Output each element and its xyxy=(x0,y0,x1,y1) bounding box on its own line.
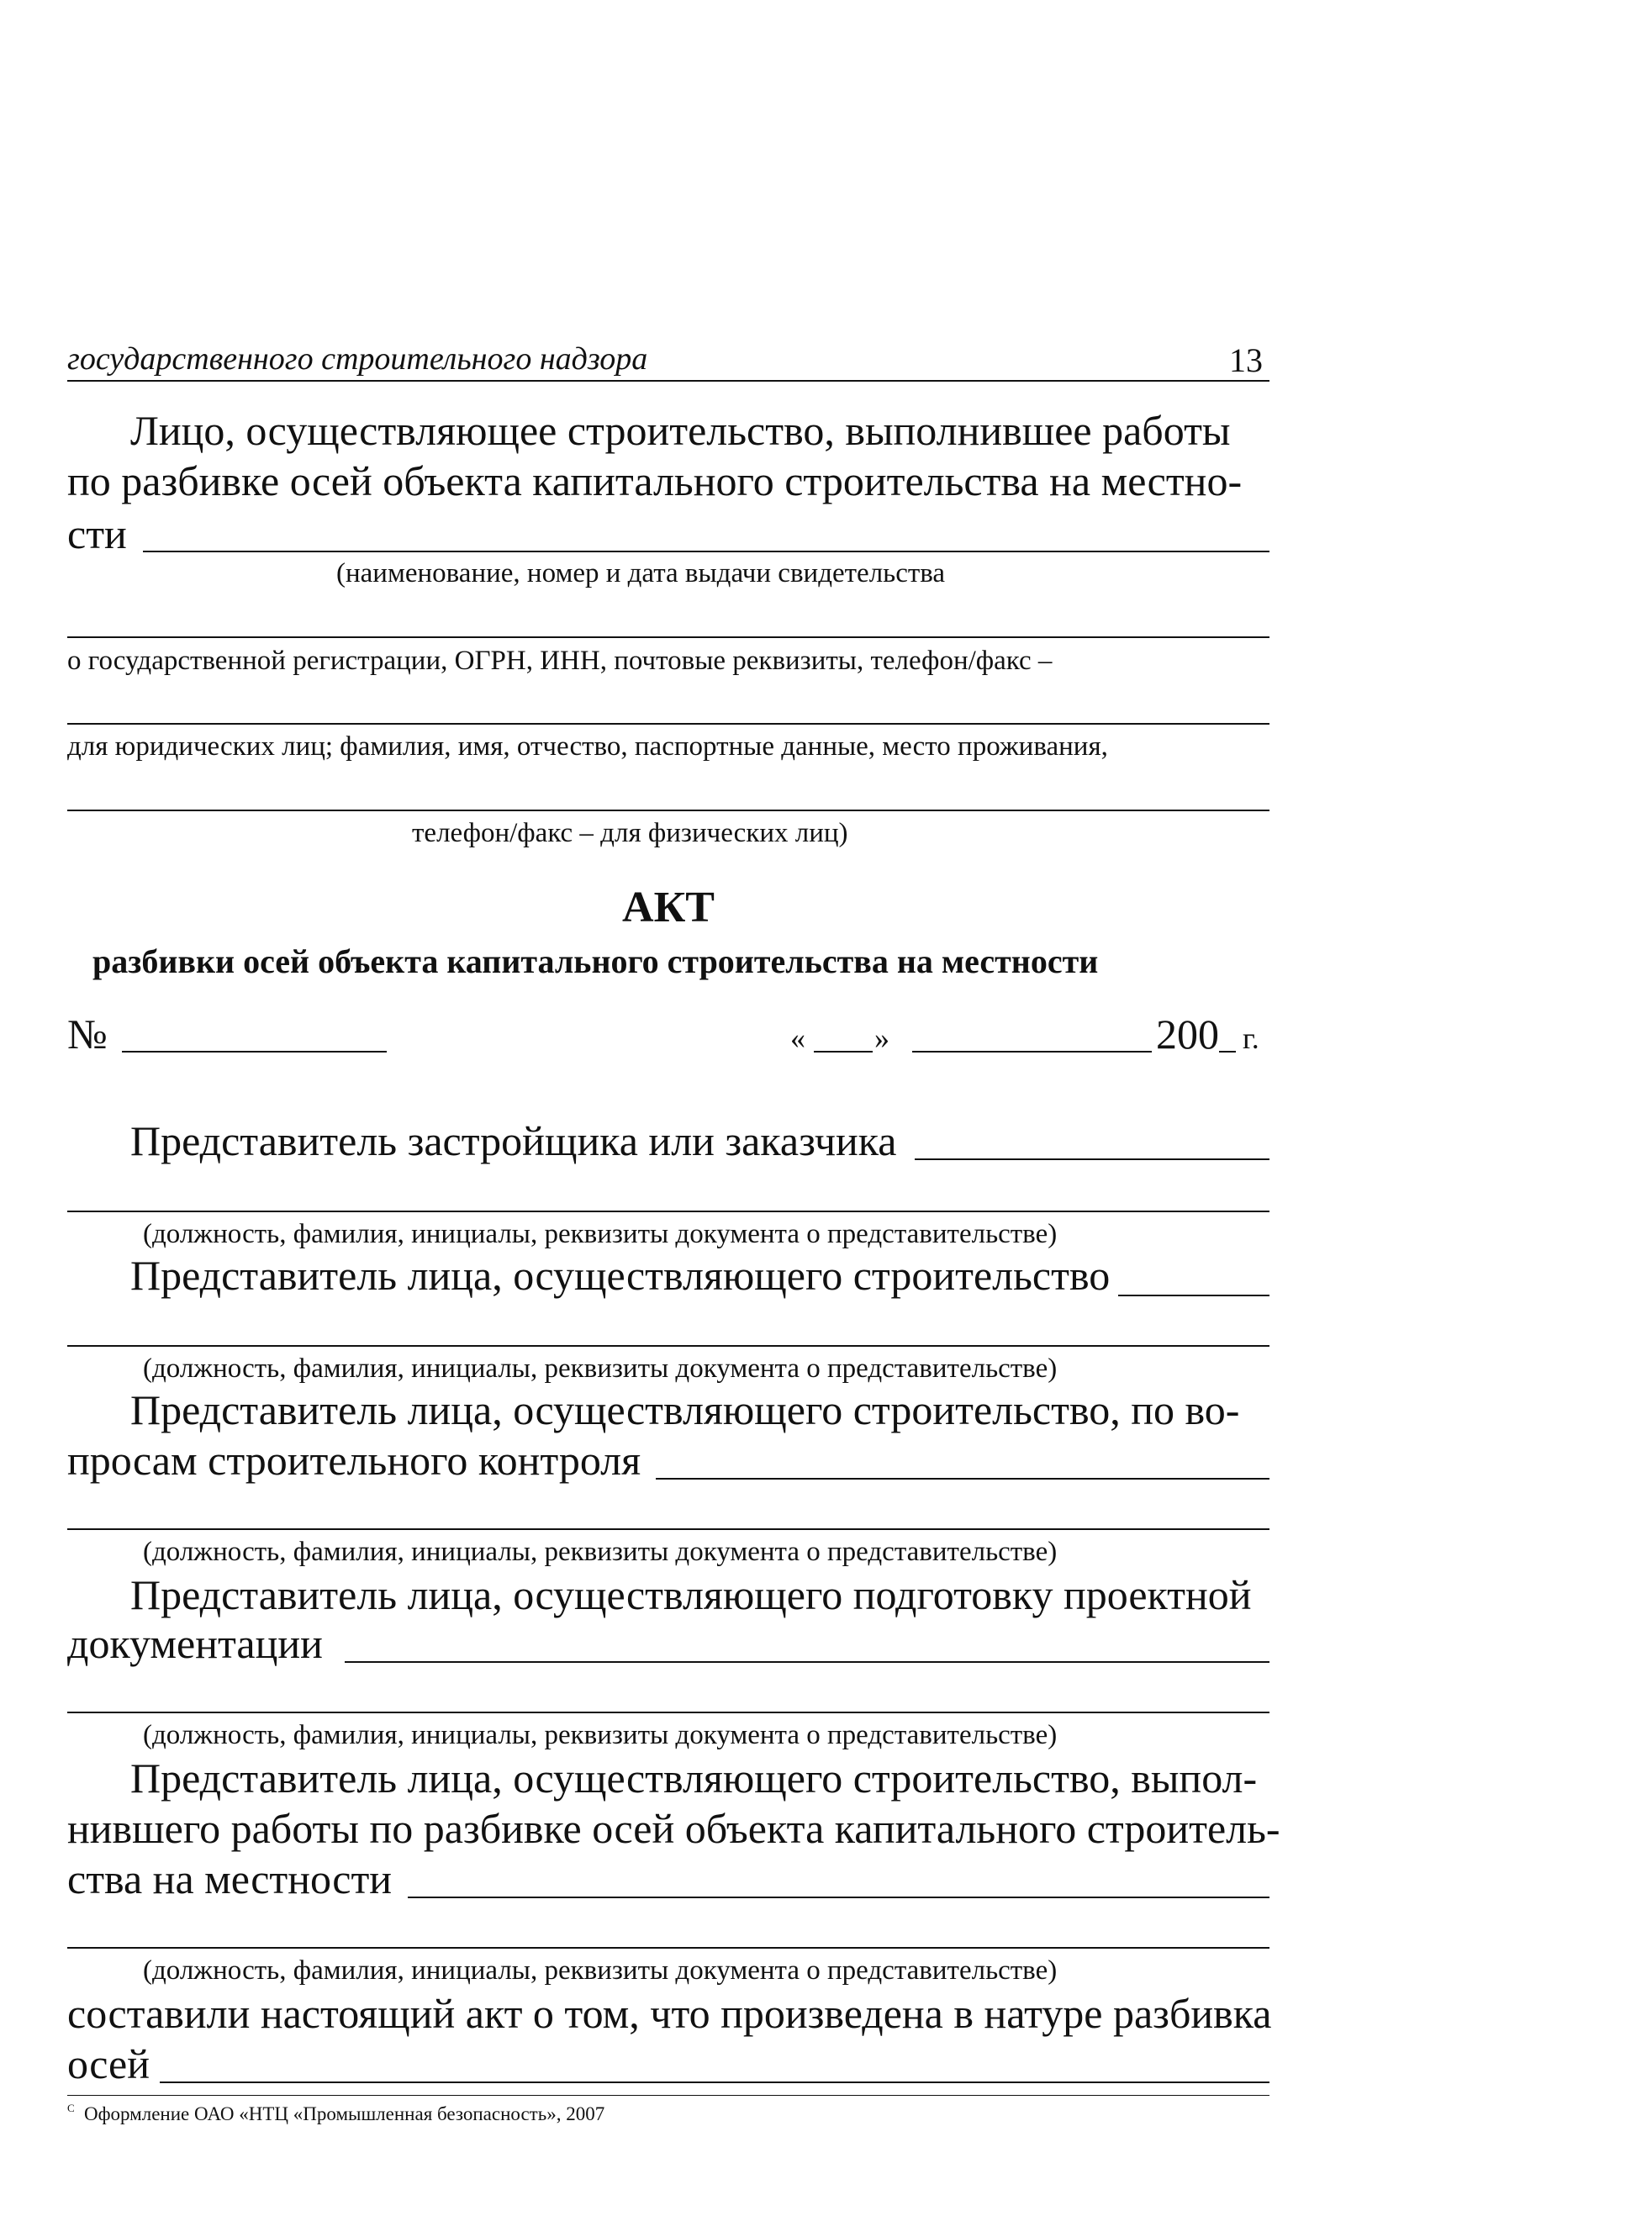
representative-5-label-line-2: нившего работы по разбивке осей объекта капитального строитель- xyxy=(67,1805,1280,1852)
performer-fill-line-1[interactable] xyxy=(143,551,1269,552)
date-open-quote: « xyxy=(790,1021,805,1055)
representative-2-caption: (должность, фамилия, инициалы, реквизиты документа о представительстве) xyxy=(143,1353,1058,1384)
representative-3-label-line-2: просам строительного контроля xyxy=(67,1437,641,1484)
act-subtitle: разбивки осей объекта капитального строительства на местности xyxy=(92,942,1099,980)
representative-4-caption: (должность, фамилия, инициалы, реквизиты документа о представительстве) xyxy=(143,1720,1058,1750)
representative-4-inline-field[interactable] xyxy=(345,1661,1269,1663)
representative-4-label-line-2: документации xyxy=(67,1620,323,1667)
representative-2-fill-line[interactable] xyxy=(67,1345,1269,1347)
representative-4-fill-line[interactable] xyxy=(67,1712,1269,1713)
date-year-label: 200 xyxy=(1156,1010,1219,1058)
running-title: государственного строительного надзора xyxy=(67,341,648,377)
performer-fill-line-3[interactable] xyxy=(67,723,1269,725)
representative-1-caption: (должность, фамилия, инициалы, реквизиты документа о представительстве) xyxy=(143,1219,1058,1249)
page-number: 13 xyxy=(1229,341,1263,379)
performer-line-1: Лицо, осуществляющее строительство, выполнившее работы xyxy=(130,407,1231,454)
act-title: АКТ xyxy=(622,884,715,931)
performer-caption-2: о государственной регистрации, ОГРН, ИНН, почтовые реквизиты, телефон/факс – xyxy=(67,646,1053,676)
representative-5-label-line-3: ства на местности xyxy=(67,1855,393,1902)
representative-2-inline-field[interactable] xyxy=(1118,1295,1269,1296)
footer-copyright: Оформление ОАО «НТЦ «Промышленная безопасность», 2007 xyxy=(84,2103,605,2124)
date-month-field[interactable] xyxy=(912,1051,1152,1053)
representative-1-label: Представитель застройщика или заказчика xyxy=(130,1117,897,1164)
date-close-quote: » xyxy=(874,1021,889,1055)
representative-5-inline-field[interactable] xyxy=(408,1897,1269,1898)
performer-caption-4: телефон/факс – для физических лиц) xyxy=(412,818,848,848)
header-rule xyxy=(67,380,1269,382)
date-day-field[interactable] xyxy=(814,1051,873,1053)
representative-3-caption: (должность, фамилия, инициалы, реквизиты документа о представительстве) xyxy=(143,1537,1058,1567)
representative-3-label-line-1: Представитель лица, осуществляющего строительство, по во- xyxy=(130,1386,1240,1433)
act-number-label: № xyxy=(67,1010,108,1058)
representative-3-inline-field[interactable] xyxy=(656,1478,1269,1480)
representative-5-caption: (должность, фамилия, инициалы, реквизиты документа о представительстве) xyxy=(143,1955,1058,1986)
conclusion-fill-line[interactable] xyxy=(160,2081,1269,2083)
representative-5-label-line-1: Представитель лица, осуществляющего строительство, выпол- xyxy=(130,1754,1258,1802)
performer-fill-line-4[interactable] xyxy=(67,810,1269,811)
representative-1-fill-line[interactable] xyxy=(67,1211,1269,1212)
representative-5-fill-line[interactable] xyxy=(67,1947,1269,1949)
performer-caption-1: (наименование, номер и дата выдачи свидетельства xyxy=(336,558,946,588)
representative-2-label: Представитель лица, осуществляющего строительство xyxy=(130,1252,1111,1299)
act-number-field[interactable] xyxy=(122,1051,387,1053)
performer-line-3: сти xyxy=(67,510,127,557)
representative-3-fill-line[interactable] xyxy=(67,1528,1269,1530)
representative-1-inline-field[interactable] xyxy=(915,1158,1269,1160)
date-year-field[interactable] xyxy=(1219,1051,1236,1053)
conclusion-line-1: составили настоящий акт о том, что произведена в натуре разбивка xyxy=(67,1990,1272,2037)
copyright-mark: С xyxy=(67,2102,75,2114)
footer-rule xyxy=(67,2095,1269,2096)
representative-4-label-line-1: Представитель лица, осуществляющего подготовку проектной xyxy=(130,1571,1252,1618)
performer-line-2: по разбивке осей объекта капитального строительства на местно- xyxy=(67,457,1243,504)
conclusion-line-2: осей xyxy=(67,2040,150,2087)
performer-caption-3: для юридических лиц; фамилия, имя, отчество, паспортные данные, место проживания, xyxy=(67,731,1108,762)
date-year-suffix: г. xyxy=(1243,1021,1259,1055)
performer-fill-line-2[interactable] xyxy=(67,636,1269,638)
